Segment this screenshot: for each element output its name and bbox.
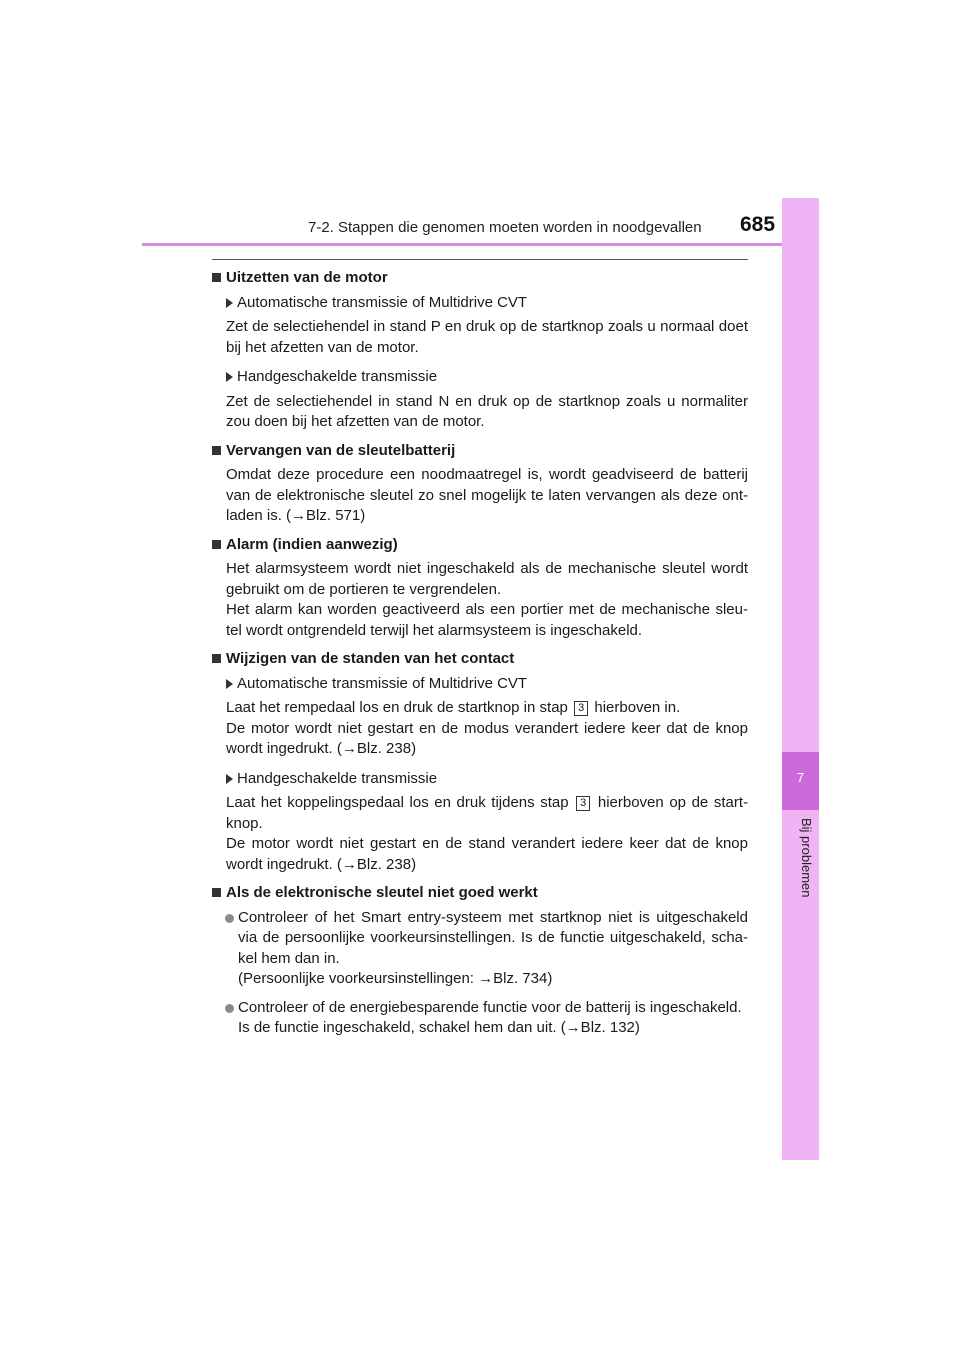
square-bullet-icon — [212, 273, 221, 282]
paragraph: Het alarmsysteem wordt niet ingeschakeld als de mechanische sleutel wordt gebruikt om de portieren te vergrendelen. Het alarm kan worden geactiveerd als een portier met de mechanische sleu-tel wordt ontgrendeld terwijl het alarmsysteem is ingeschakeld. — [226, 560, 748, 639]
list-item: Controleer of de energiebesparende functie voor de batterij is ingeschakeld. Is de functie ingeschakeld, schakel hem dan uit. (→Blz. 132) — [212, 998, 748, 1039]
header-divider — [142, 243, 819, 246]
round-bullet-icon — [225, 1004, 234, 1013]
paragraph: Zet de selectiehendel in stand N en druk op de startknop zoals u normaliter zou doen bij het afzetten van de motor. — [226, 392, 748, 430]
triangle-bullet-icon — [226, 679, 233, 689]
page-content — [212, 268, 748, 1047]
section-engine-off — [212, 268, 748, 433]
square-bullet-icon — [212, 540, 221, 549]
paragraph: Laat het rempedaal los en druk de startknop in stap 3 hierboven in. De motor wordt niet gestart en de modus verandert iedere keer dat de knop wordt ingedrukt. (→Blz. 238) — [226, 699, 748, 757]
subheading: Automatische transmissie of Multidrive CVT — [212, 293, 748, 314]
section-heading: Uitzetten van de motor — [212, 268, 748, 289]
square-bullet-icon — [212, 654, 221, 663]
round-bullet-icon — [225, 914, 234, 923]
triangle-bullet-icon — [226, 298, 233, 308]
subheading: Handgeschakelde transmissie — [212, 367, 748, 388]
triangle-bullet-icon — [226, 774, 233, 784]
step-reference-box: 3 — [574, 701, 588, 716]
section-heading: Vervangen van de sleutelbatterij — [212, 441, 748, 462]
paragraph: Zet de selectiehendel in stand P en druk op de startknop zoals u normaal doet bij het afzetten van de motor. — [226, 318, 748, 356]
section-ignition-modes — [212, 649, 748, 875]
page-number: 685 — [740, 213, 776, 236]
subheading: Handgeschakelde transmissie — [212, 769, 748, 790]
section-key-battery — [212, 441, 748, 527]
section-heading: Wijzigen van de standen van het contact — [212, 649, 748, 670]
section-heading: Als de elektronische sleutel niet goed werkt — [212, 883, 748, 904]
square-bullet-icon — [212, 446, 221, 455]
paragraph: Laat het koppelingspedaal los en druk tijdens stap 3 hierboven op de start-knop. De motor wordt niet gestart en de stand verandert iedere keer dat de knop wordt ingedrukt. (→Blz. 238) — [226, 794, 748, 873]
section-heading: Alarm (indien aanwezig) — [212, 535, 748, 556]
triangle-bullet-icon — [226, 372, 233, 382]
square-bullet-icon — [212, 888, 221, 897]
paragraph: Omdat deze procedure een noodmaatregel is, wordt geadviseerd de batterij van de elektronische sleutel zo snel mogelijk te laten vervangen als deze ont-laden is. (→Blz. 571) — [226, 466, 748, 524]
chapter-title: Bij problemen — [799, 818, 814, 898]
content-divider — [212, 259, 748, 260]
section-alarm — [212, 535, 748, 642]
chapter-side-tab — [782, 198, 819, 1160]
section-header-title: 7-2. Stappen die genomen moeten worden in noodgevallen — [308, 219, 702, 236]
list-item: Controleer of het Smart entry-systeem met startknop niet is uitgeschakeld via de persoonlijke voorkeursinstellingen. Is de functie uitgeschakeld, scha-kel hem dan in. (Persoonlijke voorkeursinstellingen: →Blz. 734) — [212, 908, 748, 990]
subheading: Automatische transmissie of Multidrive CVT — [212, 674, 748, 695]
step-reference-box: 3 — [576, 796, 590, 811]
section-key-malfunction — [212, 883, 748, 1039]
chapter-number: 7 — [796, 770, 805, 785]
